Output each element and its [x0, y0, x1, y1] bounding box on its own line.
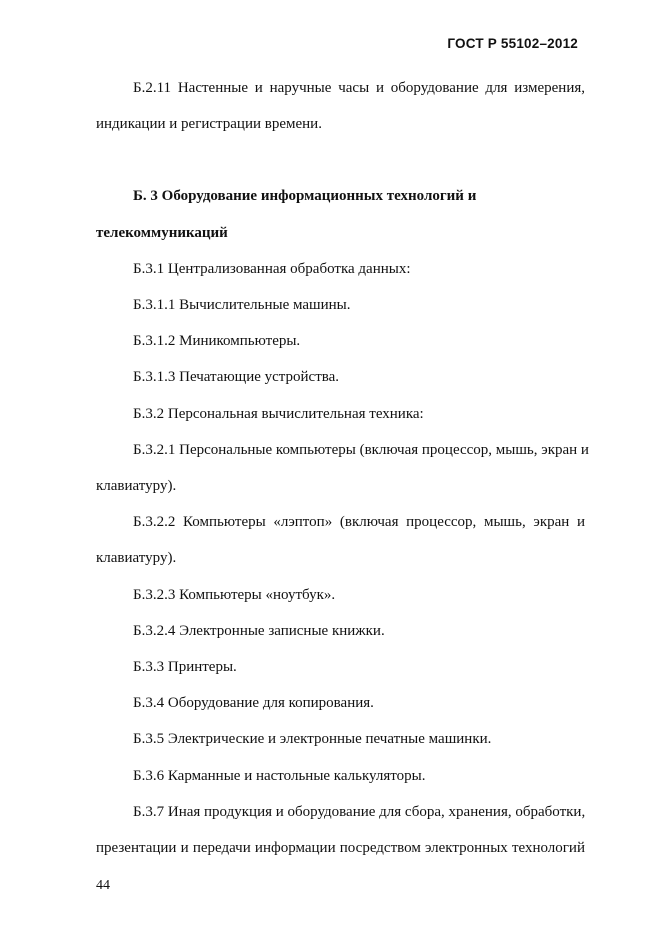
- paragraph-b3-2: Б.3.2 Персональная вычислительная техника:: [133, 405, 424, 422]
- paragraph-b2-11-line1: Б.2.11 Настенные и наручные часы и оборудование для измерения,: [133, 80, 585, 96]
- section-heading-line1: Б. 3 Оборудование информационных технологий и: [133, 188, 477, 205]
- paragraph-b3-4: Б.3.4 Оборудование для копирования.: [133, 695, 374, 712]
- paragraph-b3-1-2: Б.3.1.2 Миникомпьютеры.: [133, 333, 301, 350]
- paragraph-b3-2-2-line2: клавиатуру).: [96, 550, 177, 567]
- paragraph-b3-7-line2: презентации и передачи информации посредством электронных технологий: [96, 840, 585, 857]
- paragraph-b3-6: Б.3.6 Карманные и настольные калькуляторы.: [133, 767, 426, 784]
- section-spacer: [96, 142, 585, 178]
- paragraph-b3-2-3: Б.3.2.3 Компьютеры «ноутбук».: [133, 586, 336, 603]
- document-header-code: ГОСТ Р 55102–2012: [447, 36, 578, 51]
- paragraph-b3-3: Б.3.3 Принтеры.: [133, 659, 237, 676]
- paragraph-b3-2-2-line1: Б.3.2.2 Компьютеры «лэптоп» (включая процессор, мышь, экран и: [133, 514, 585, 531]
- section-heading-line2: телекоммуникаций: [96, 224, 228, 241]
- document-body: [96, 70, 589, 866]
- paragraph-b3-1: Б.3.1 Централизованная обработка данных:: [133, 260, 411, 277]
- paragraph-b3-1-3: Б.3.1.3 Печатающие устройства.: [133, 369, 340, 386]
- paragraph-b2-11-line2: индикации и регистрации времени.: [96, 116, 322, 133]
- paragraph-b3-2-1-line2: клавиатуру).: [96, 478, 177, 495]
- paragraph-b3-2-1-line1: Б.3.2.1 Персональные компьютеры (включая процессор, мышь, экран и: [133, 441, 589, 458]
- paragraph-b3-1-1: Б.3.1.1 Вычислительные машины.: [133, 297, 351, 314]
- page-number: 44: [96, 878, 110, 893]
- paragraph-b3-5: Б.3.5 Электрические и электронные печатные машинки.: [133, 731, 492, 748]
- paragraph-b3-2-4: Б.3.2.4 Электронные записные книжки.: [133, 622, 385, 639]
- paragraph-b3-7-line1: Б.3.7 Иная продукция и оборудование для сбора, хранения, обработки,: [133, 803, 586, 820]
